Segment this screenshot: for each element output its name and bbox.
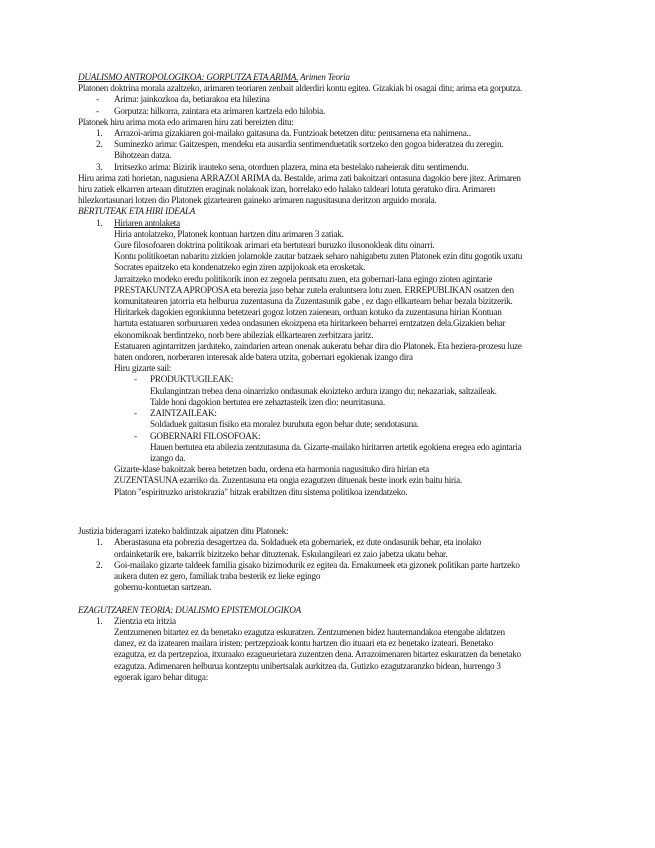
group-description: Ekulangintzan trebea dena oinarrizko ondasunak ekoizteko ardura izango du; nekazariak, saltzaileak. xyxy=(150,385,497,396)
list-item-continuation: ordainketarik ere, bakarrik bizitzeko behar dituztenak. Eskulangileari ez zaio jabetza ukatu behar. xyxy=(114,548,448,559)
paragraph-line: Hiritarkek dagokien egonkiunna betetzeari gogoz lotzen zaienean, orduan kotuko da zuzentasuna hirian Kontuan xyxy=(114,307,502,318)
list-item-continuation: aukera duten ez gero, familiak traba besterik ez lieke egingo xyxy=(114,570,321,581)
list-item: 2. Suminezko arima: Gaitzespen, mendeku eta ausardia sentimenduetatik sortzeko den gogoa bideratzea du zeregin. xyxy=(78,139,595,150)
list-item: - GOBERNARI FILOSOFOAK: xyxy=(78,431,595,442)
paragraph-line: hiru zatiek elkarren arteaan ditutzten eraginak nolakoak izan, horrelako edo halako taldeari lotuta geratuko dira. Arimaren xyxy=(78,184,495,195)
dash-bullet: - xyxy=(96,105,99,116)
paragraph-line: Platon "espiritruzko aristokrazia" hitzak erabiltzen ditu sistema politikoa izendatzeko. xyxy=(114,486,408,497)
group-description: Soldaduek gaitasun fisiko eta moralez buruhuta egon behar dute; sendotasuna. xyxy=(150,419,419,430)
list-item: 1. Aberastasuna eta pobrezia desagertzea da. Soldaduek eta gobernariek, ez dute ondasunik behar, eta inolako xyxy=(78,537,595,548)
paragraph-line: Socrates epaitzeko eta kondenatzeko egin ziren azpijokoak eta erosketak. xyxy=(114,262,366,273)
list-item-continuation: Bihotzean datza. xyxy=(114,150,172,161)
dash-bullet: - xyxy=(96,94,99,105)
paragraph-line: komunitatearen jatorria eta helburua zuzentasuna da Zuzentasunik gabe , ez dago ellkartearn behar bezala bizitzerik. xyxy=(114,296,513,307)
paragraph-line: Zentzumenen bitartez ez da benetako ezagutza eskuratzen. Zentzumenen bidez hautemandakoa etengabe aldatzen xyxy=(114,626,505,637)
paragraph-line: ekonomikoak berdintzeko, norb bere abileziak ellkartearen zerbitzara jaritz. xyxy=(114,329,374,340)
list-number: 3. xyxy=(96,161,103,172)
paragraph-line: Kontu politikoetan nabaritu zizkien jolamokle zautar batzaek seharo nahigabetu zuten Platonek ezin ditu gogotik uxatu xyxy=(114,251,523,262)
paragraph: Platonek hiru arima mota edo arimaren hiru zati bereizten ditu: xyxy=(78,116,294,127)
paragraph-line: Estatuaren agintarritzen jarduteko, zaindarien artean onenak aukeratu behar dira dio Platonek. Eta heziera-prozesu luze xyxy=(114,340,522,351)
dash-bullet: - xyxy=(134,408,137,419)
section-title-ezagutza: EZAGUTZAREN TEORIA: DUALISMO EPISTEMOLOGIKOA xyxy=(78,604,302,615)
group-description: Talde honi dagokion bertutea ere zehaztasteik izen dio: neurritasuna. xyxy=(150,396,385,407)
paragraph: Justizia bideragarri izateko baldintzak aipatzen ditu Platonek: xyxy=(78,526,289,537)
paragraph-line: Gizarte-klase bakoitzak berea betetzen badu, ordena eta harmonia nagusituko dira hirian eta xyxy=(114,464,429,475)
dash-bullet: - xyxy=(134,374,137,385)
paragraph-line: egoerak igaro behar dituga: xyxy=(114,671,209,682)
list-number: 1. xyxy=(96,128,103,139)
paragraph-line: ZUZENTASUNA ezarriko da. Zuzentasuna eta ongia ezagutzen dituenak beste inork ezin baitu hiria. xyxy=(114,475,462,486)
list-item: 1. Arrazoi-arima gizakiaren goi-mailako gaitasuna da. Funtzioak betetzen ditu: pentsamena eta nahimena.. xyxy=(78,128,595,139)
section-title-dualismo: DUALISMO ANTROPOLOGIKOA: GORPUTZA ETA ARIMA. Arimen Teoria xyxy=(78,72,350,82)
list-item: 2. Goi-mailako gizarte taldeek familia gisako bizimodurik ez egitea da. Emakumeek eta gizonek politikan parte hartzeko xyxy=(78,560,595,571)
paragraph-line: danez, ez da izatearen mailara iristen: pertzepzioak kontu hartzen dio ituaari eta ez benetako izateari. Benetako xyxy=(114,638,494,649)
group-description: Hauen bertutea eta abilezia zentzutasuna da. Gizarte-mailako hiritarren artetik egokiena eregea edo agintaria xyxy=(150,441,522,452)
paragraph: Platonen doktrina morala azaltzeko, arimaren teoriaren zenbait alderdiri kontu egitea. Gizakiak bi osagai ditu; arima eta gorputza. xyxy=(78,83,523,94)
list-item: - PRODUKTUGILEAK: xyxy=(78,374,595,385)
paragraph-line: ezagutza. Adimenaren helburua kontzeptu unibertsalak aurkitzea da. Gutizko ezagutzaranzko bidean, hurrengo 3 xyxy=(114,660,501,671)
paragraph-line: Jarraitzeko modeko eredu politikorik inon ez zegoela pentsatu zuen, eta gobernari-lana egingo zioten agintarie xyxy=(114,273,493,284)
list-number: 1. xyxy=(96,615,103,626)
list-number: 1. xyxy=(96,537,103,548)
list-item: - Gorputza: hilkorra, zaintara eta arimaren kartzela edo hilobia. xyxy=(78,106,595,117)
dash-bullet: - xyxy=(134,430,137,441)
group-description: izango da. xyxy=(150,452,186,463)
list-number: 1. xyxy=(96,217,103,228)
list-item: 1. Hiriaren antolaketa xyxy=(78,218,595,229)
paragraph-line: hartuta estatuaren sorburuaren xedea ondasunen ekoizpena eta hiritarkeen beharrei erntzatzen dela.Gizakien behar xyxy=(114,318,506,329)
paragraph-line: ezagutza, ez da pertzepzioa, itxuraako ezagueurietara zuzentzen dena. Arrazoimenaren bitartez eskuratzen da benetako xyxy=(114,649,521,660)
list-item-continuation: gobernu-kontuetan sartzean. xyxy=(114,582,212,593)
paragraph-line: baten ondoren, norberaren interesak alde batera utzita, gobernari egokienak izango dira xyxy=(114,352,413,363)
spacer xyxy=(78,498,595,520)
paragraph-line: Hiria antolatzeko, Platonek kontuan hartzen ditu arimaren 3 zatiak. xyxy=(114,228,344,239)
section-title-bertuteak: BERTUTEAK ETA HIRI IDEALA xyxy=(78,206,196,217)
list-number: 2. xyxy=(96,559,103,570)
paragraph-line: hilezkortasunari lotzen dio Platonek gizartearen gaineko arimaren nagusitasuna deritzon arguido morala. xyxy=(78,195,437,206)
paragraph-line: Gure filosofoaren doktrina politikoak arimari eta bertuteari buruzko ilusonokleak ditu oinarri. xyxy=(114,240,435,251)
paragraph-line: PRESTAKUNTZA APROPOSA eta berezia jaso behar zutela eraluntsera lotu zuen. ERREPUBLIKAN osatzen den xyxy=(114,284,514,295)
paragraph-line: Hiru arima zati horietan, nagusiena ARRAZOI ARIMA da. Bestalde, arima zati bakoitzari ontasuna dagokio bere jitez. Arimaren xyxy=(78,172,521,183)
list-item: - ZAINTZAILEAK: xyxy=(78,408,595,419)
list-item: - Arima: jainkozkoa da, betiarakoa eta hilezina xyxy=(78,94,595,105)
list-number: 2. xyxy=(96,139,103,150)
paragraph-line: Hiru gizarte sail: xyxy=(114,363,172,374)
list-item: 1. Zientzia eta iritzia xyxy=(78,616,595,627)
spacer xyxy=(78,593,595,604)
list-item: 3. Irritsezko arima: Bizirik irauteko sena, otorduen plazera, mina eta bestelako naheierak ditu sentimendu. xyxy=(78,162,595,173)
